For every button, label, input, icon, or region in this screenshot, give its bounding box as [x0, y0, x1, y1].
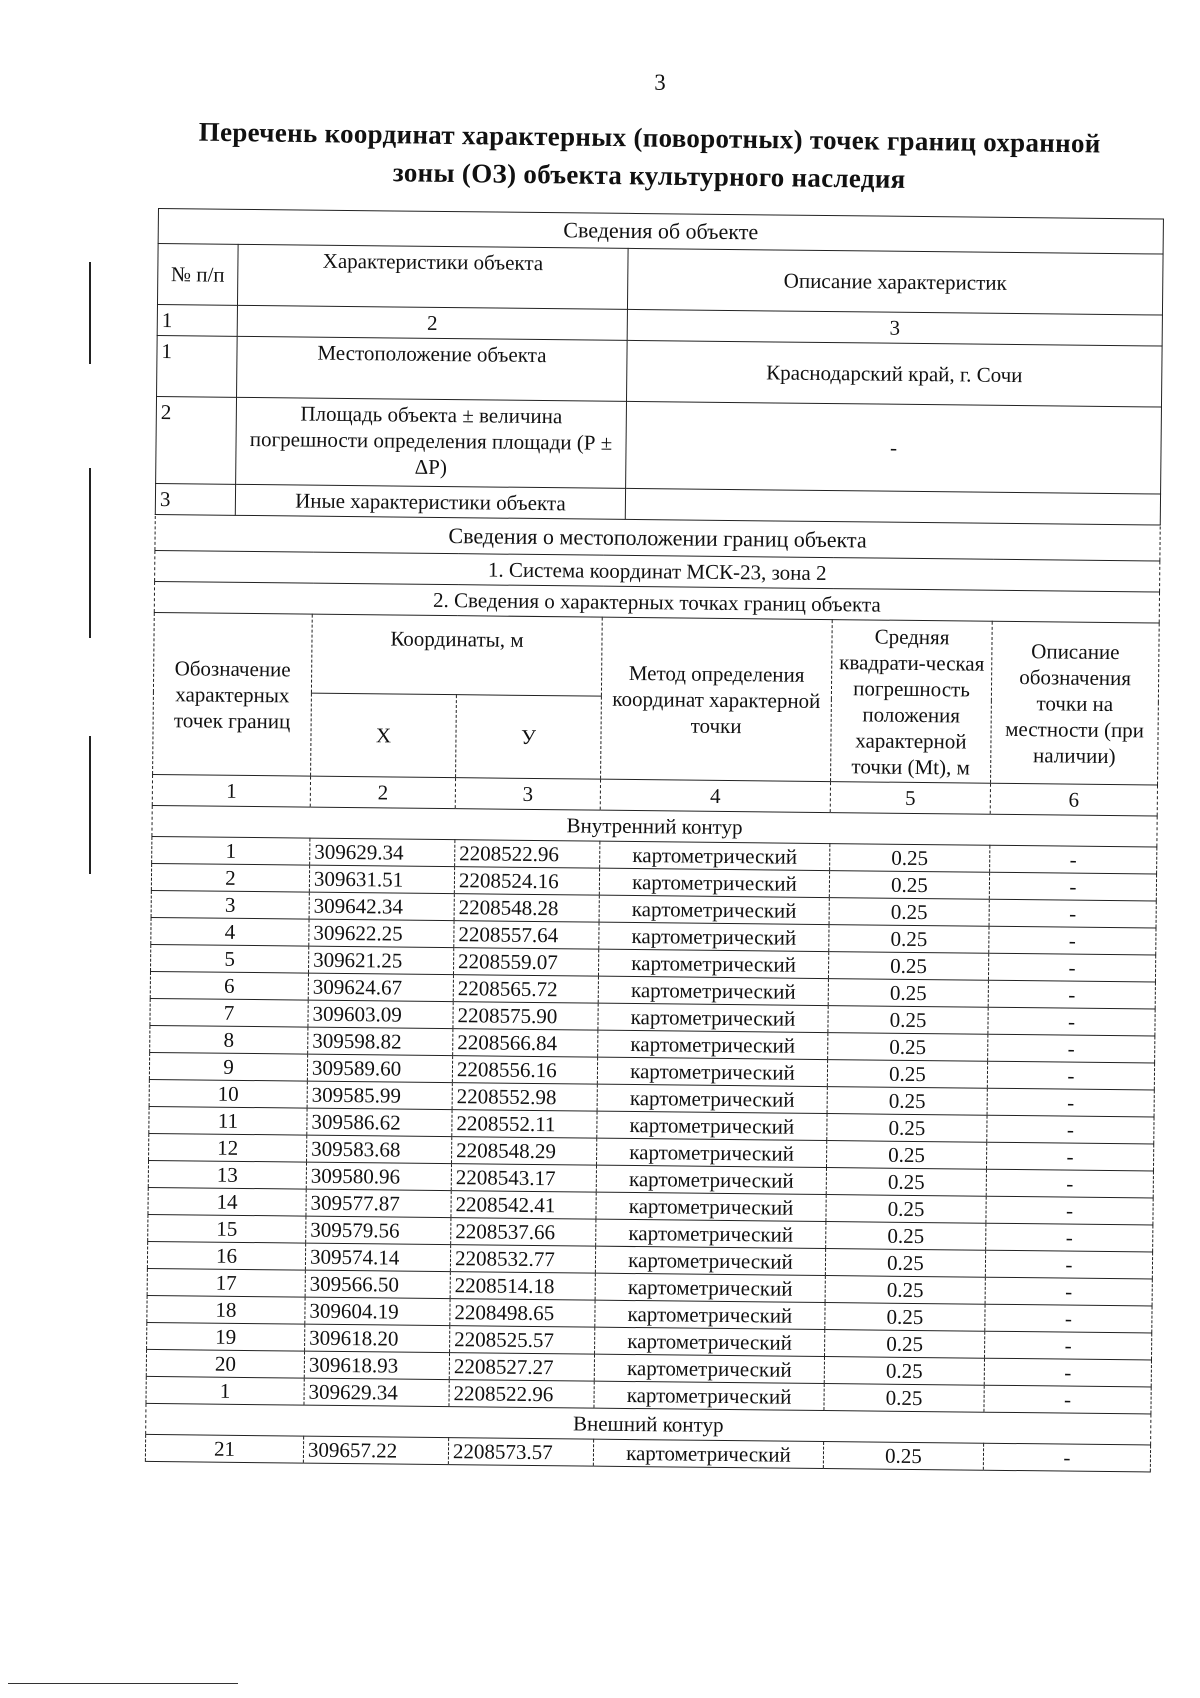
point-x: 309583.68 [307, 1135, 452, 1164]
point-y: 2208522.96 [455, 840, 600, 869]
point-error: 0.25 [825, 1303, 985, 1332]
point-method: картометрический [598, 1003, 828, 1032]
point-x: 309618.20 [305, 1324, 450, 1353]
point-y: 2208527.27 [449, 1353, 594, 1382]
point-error: 0.25 [827, 1087, 987, 1116]
registry-sheet [145, 208, 1164, 1472]
header-coordinates: Координаты, м [311, 614, 602, 696]
point-id: 10 [149, 1079, 307, 1108]
point-y: 2208566.84 [453, 1029, 598, 1058]
point-method: картометрический [593, 1439, 823, 1468]
point-x: 309629.34 [310, 838, 455, 867]
point-method: картометрический [597, 1084, 827, 1113]
point-y: 2208532.77 [450, 1245, 595, 1274]
point-description: - [985, 1277, 1152, 1306]
header-description: Описание характеристик [627, 248, 1163, 315]
point-method: картометрический [599, 868, 829, 897]
object-row-num: 3 [155, 483, 235, 515]
header-method: Метод определения координат характерной точки [601, 617, 833, 781]
point-description: - [984, 1385, 1151, 1414]
point-method: картометрический [598, 949, 828, 978]
point-x: 309580.96 [306, 1162, 451, 1191]
point-description: - [988, 953, 1155, 982]
object-row-num: 1 [157, 335, 238, 397]
point-method: картометрический [599, 922, 829, 951]
point-y: 2208537.66 [451, 1218, 596, 1247]
point-x: 309629.34 [304, 1378, 449, 1407]
point-y: 2208514.18 [450, 1272, 595, 1301]
point-error: 0.25 [826, 1222, 986, 1251]
col-number: 6 [990, 783, 1157, 816]
point-error: 0.25 [823, 1442, 983, 1471]
point-method: картометрический [594, 1381, 824, 1410]
document-title [149, 112, 1150, 201]
inner-contour-rows [146, 836, 1157, 1413]
point-description: - [987, 1115, 1154, 1144]
point-method: картометрический [596, 1165, 826, 1194]
point-id: 7 [150, 998, 308, 1027]
header-x: Х [311, 693, 457, 778]
point-description: - [986, 1169, 1153, 1198]
document-title-line1: Перечень координат характерных (поворотных) точек границ охранной [198, 116, 1101, 159]
object-row-num: 2 [156, 396, 237, 484]
point-y: 2208498.65 [450, 1299, 595, 1328]
header-point-description: Описание обозначения точки на местности (при наличии) [991, 621, 1160, 785]
point-id: 14 [148, 1187, 306, 1216]
point-description: - [986, 1223, 1153, 1252]
header-y: У [456, 695, 602, 780]
point-x: 309589.60 [307, 1054, 452, 1083]
object-info-heading: Сведения об объекте [158, 209, 1163, 255]
point-method: картометрический [595, 1327, 825, 1356]
point-y: 2208556.16 [452, 1056, 597, 1085]
scan-margin-mark [89, 262, 91, 364]
point-x: 309585.99 [307, 1081, 452, 1110]
point-error: 0.25 [828, 1006, 988, 1035]
point-description: - [983, 1443, 1150, 1472]
point-id: 13 [148, 1160, 306, 1189]
point-y: 2208525.57 [450, 1326, 595, 1355]
point-id: 1 [146, 1376, 304, 1405]
point-y: 2208542.41 [451, 1191, 596, 1220]
page-number: 3 [654, 70, 666, 95]
point-method: картометрический [597, 1138, 827, 1167]
document-title-line2: зоны (ОЗ) объекта культурного наследия [392, 157, 906, 194]
point-description: - [985, 1331, 1152, 1360]
point-id: 8 [150, 1025, 308, 1054]
object-row-description: Краснодарский край, г. Сочи [627, 340, 1163, 407]
header-num: № п/п [157, 244, 238, 306]
point-id: 15 [148, 1214, 306, 1243]
point-id: 12 [149, 1133, 307, 1162]
point-id: 16 [147, 1241, 305, 1270]
point-y: 2208548.28 [454, 894, 599, 923]
point-description: - [989, 926, 1156, 955]
object-info-table [155, 208, 1164, 526]
point-id: 21 [145, 1434, 303, 1463]
point-error: 0.25 [829, 925, 989, 954]
point-description: - [984, 1358, 1151, 1387]
point-description: - [985, 1304, 1152, 1333]
point-description: - [986, 1196, 1153, 1225]
point-method: картометрический [598, 976, 828, 1005]
point-method: картометрический [596, 1192, 826, 1221]
col-number: 5 [830, 782, 990, 815]
point-x: 309586.62 [307, 1108, 452, 1137]
point-x: 309574.14 [305, 1243, 450, 1272]
point-error: 0.25 [825, 1330, 985, 1359]
point-x: 309657.22 [303, 1436, 448, 1465]
point-error: 0.25 [830, 844, 990, 873]
point-error: 0.25 [829, 898, 989, 927]
point-x: 309622.25 [309, 919, 454, 948]
point-id: 20 [146, 1349, 304, 1378]
point-id: 4 [151, 917, 309, 946]
point-id: 11 [149, 1106, 307, 1135]
col-number: 1 [152, 774, 310, 807]
object-row-characteristic: Иные характеристики объекта [235, 484, 625, 519]
inner-contour-label: Внутренний контур [152, 805, 1157, 847]
col-number: 2 [237, 305, 627, 340]
col-number: 2 [310, 776, 455, 809]
points-heading: 2. Сведения о характерных точках границ объекта [154, 581, 1159, 623]
bottom-rule [8, 1683, 238, 1684]
point-id: 9 [149, 1052, 307, 1081]
point-error: 0.25 [826, 1195, 986, 1224]
point-method: картометрический [597, 1111, 827, 1140]
point-error: 0.25 [828, 979, 988, 1008]
point-description: - [988, 980, 1155, 1009]
point-y: 2208543.17 [451, 1164, 596, 1193]
point-id: 1 [152, 836, 310, 865]
point-x: 309566.50 [305, 1270, 450, 1299]
boundary-heading: Сведения о местоположении границ объекта [155, 515, 1160, 561]
point-x: 309618.93 [304, 1351, 449, 1380]
point-method: картометрический [595, 1300, 825, 1329]
header-characteristic: Характеристики объекта [237, 244, 628, 309]
point-x: 309577.87 [306, 1189, 451, 1218]
point-description: - [987, 1061, 1154, 1090]
header-designation: Обозначение характерных точек границ [153, 612, 313, 776]
point-x: 309642.34 [309, 892, 454, 921]
point-y: 2208548.29 [452, 1137, 597, 1166]
outer-contour-label: Внешний контур [146, 1403, 1151, 1445]
col-number: 3 [627, 309, 1162, 346]
point-y: 2208559.07 [453, 948, 598, 977]
point-method: картометрический [595, 1273, 825, 1302]
point-y: 2208573.57 [448, 1438, 593, 1467]
point-id: 19 [147, 1322, 305, 1351]
col-number: 4 [600, 779, 830, 812]
point-error: 0.25 [825, 1276, 985, 1305]
point-error: 0.25 [829, 871, 989, 900]
point-y: 2208575.90 [453, 1002, 598, 1031]
point-y: 2208552.98 [452, 1083, 597, 1112]
point-error: 0.25 [826, 1141, 986, 1170]
object-row-description: - [626, 401, 1162, 494]
point-id: 17 [147, 1268, 305, 1297]
point-method: картометрический [598, 1030, 828, 1059]
point-description: - [987, 1088, 1154, 1117]
scan-margin-mark [89, 736, 91, 874]
point-description: - [986, 1142, 1153, 1171]
point-id: 3 [151, 890, 309, 919]
point-x: 309603.09 [308, 1000, 453, 1029]
point-description: - [988, 1007, 1155, 1036]
point-description: - [985, 1250, 1152, 1279]
point-id: 2 [151, 863, 309, 892]
point-description: - [988, 1034, 1155, 1063]
point-x: 309598.82 [308, 1027, 453, 1056]
point-error: 0.25 [828, 1033, 988, 1062]
point-description: - [990, 845, 1157, 874]
object-row-characteristic: Площадь объекта ± величина погрешности определения площади (Р ± ΔР) [236, 397, 627, 488]
point-x: 309621.25 [308, 946, 453, 975]
point-method: картометрический [595, 1246, 825, 1275]
point-method: картометрический [594, 1354, 824, 1383]
point-id: 18 [147, 1295, 305, 1324]
header-error: Средняя квадрати-ческая погрешность положения характерной точки (Мt), м [831, 620, 993, 784]
point-y: 2208565.72 [453, 975, 598, 1004]
point-method: картометрический [599, 895, 829, 924]
point-method: картометрический [596, 1219, 826, 1248]
point-error: 0.25 [825, 1249, 985, 1278]
point-x: 309579.56 [306, 1216, 451, 1245]
point-x: 309631.51 [309, 865, 454, 894]
point-error: 0.25 [827, 1114, 987, 1143]
point-x: 309624.67 [308, 973, 453, 1002]
point-error: 0.25 [826, 1168, 986, 1197]
point-error: 0.25 [827, 1060, 987, 1089]
point-method: картометрический [597, 1057, 827, 1086]
point-id: 5 [151, 944, 309, 973]
point-y: 2208522.96 [449, 1380, 594, 1409]
point-error: 0.25 [824, 1384, 984, 1413]
point-error: 0.25 [828, 952, 988, 981]
point-description: - [989, 899, 1156, 928]
point-y: 2208524.16 [454, 867, 599, 896]
point-method: картометрический [600, 841, 830, 870]
point-y: 2208552.11 [452, 1110, 597, 1139]
col-number: 1 [157, 304, 237, 336]
coord-system: 1. Система координат МСК-23, зона 2 [155, 550, 1160, 592]
point-error: 0.25 [824, 1357, 984, 1386]
point-id: 6 [150, 971, 308, 1000]
scan-margin-mark [89, 468, 91, 638]
point-x: 309604.19 [305, 1297, 450, 1326]
point-y: 2208557.64 [454, 921, 599, 950]
object-row-characteristic: Местоположение объекта [237, 336, 628, 401]
boundary-table [145, 515, 1161, 1472]
object-row-description [625, 488, 1160, 525]
col-number: 3 [455, 778, 600, 811]
point-description: - [989, 872, 1156, 901]
